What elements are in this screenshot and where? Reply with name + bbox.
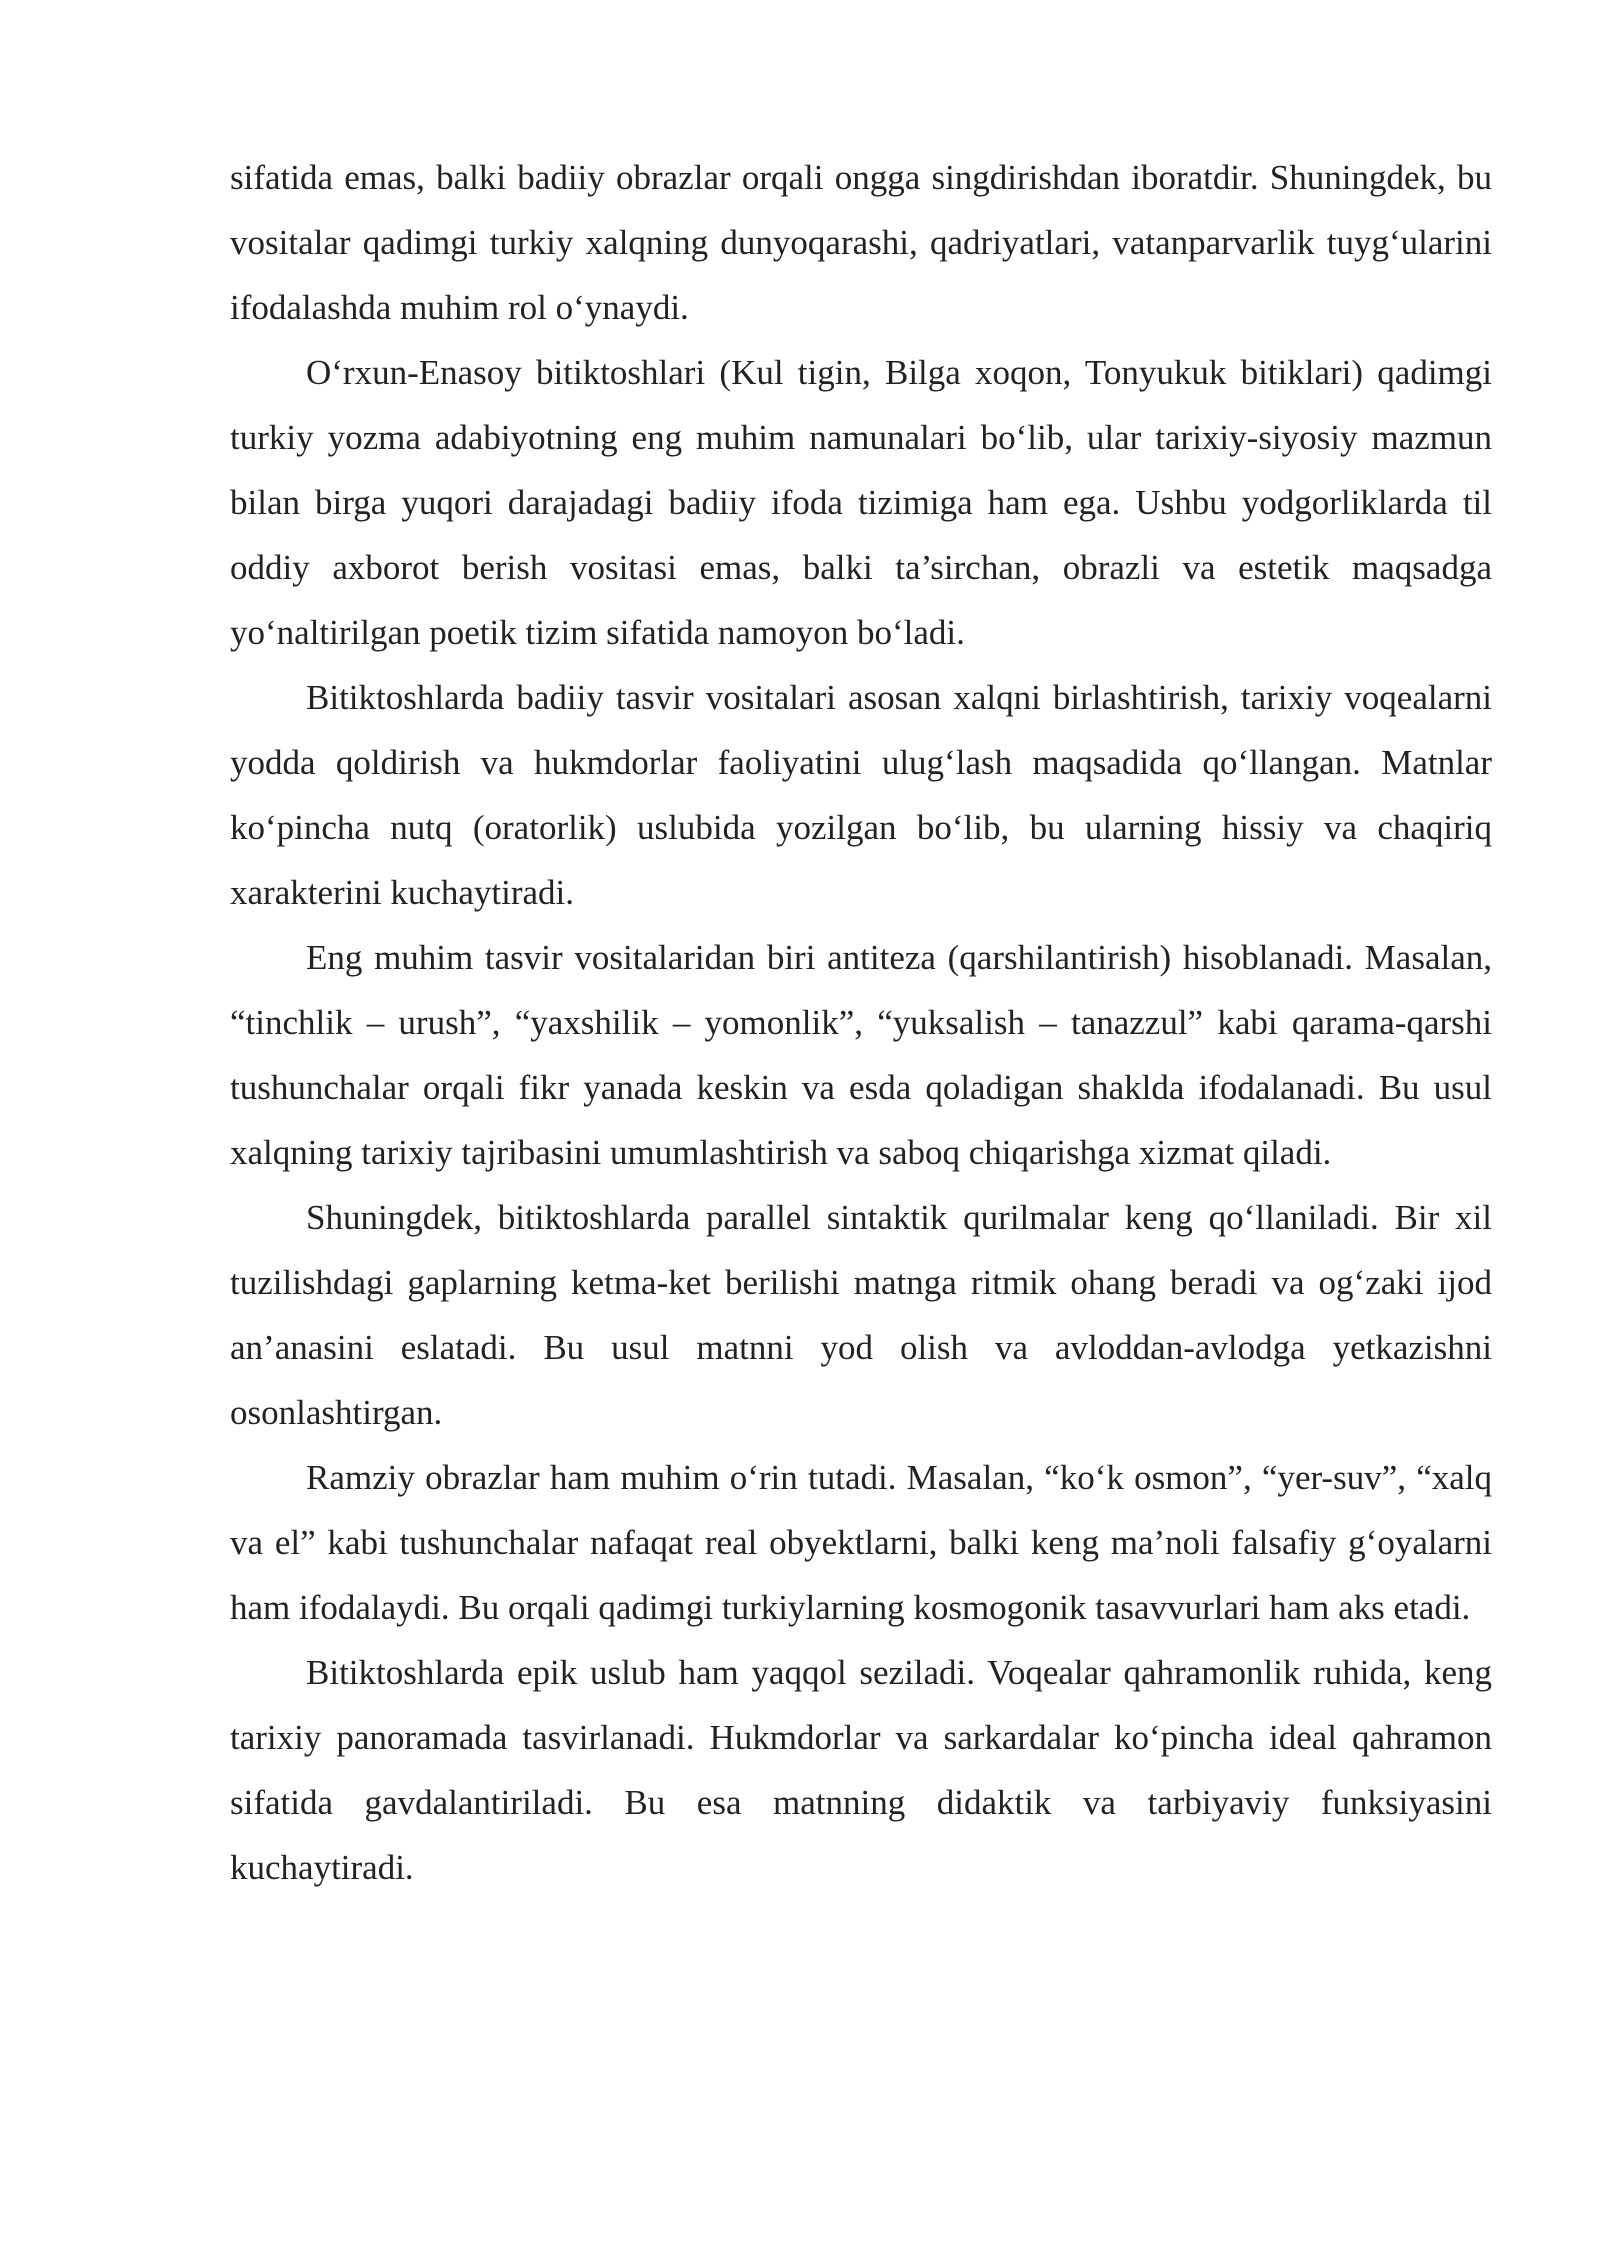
paragraph: O‘rxun-Enasoy bitiktoshlari (Kul tigin, Bilga xoqon, Tonyukuk bitiklari) qadimgi turkiy yozma adabiyotning eng muhim namunalari bo‘lib, ular tarixiy-siyosiy mazmun bilan birga yuqori darajadagi badiiy ifoda tizimiga ham ega. Ushbu yodgorliklarda til oddiy axborot berish vositasi emas, balki ta’sirchan, obrazli va estetik maqsadga yo‘naltirilgan poetik tizim sifatida namoyon bo‘ladi.: [230, 353, 1492, 652]
paragraph: Bitiktoshlarda badiiy tasvir vositalari asosan xalqni birlashtirish, tarixiy voqealarni yodda qoldirish va hukmdorlar faoliyatini ulug‘lash maqsadida qo‘llangan. Matnlar ko‘pincha nutq (oratorlik) uslubida yozilgan bo‘lib, bu ularning hissiy va chaqiriq xarakterini kuchaytiradi.: [230, 678, 1492, 912]
paragraph: sifatida emas, balki badiiy obrazlar orqali ongga singdirishdan iboratdir. Shuningdek, bu vositalar qadimgi turkiy xalqning dunyoqarashi, qadriyatlari, vatanparvarlik tuyg‘ularini ifodalashda muhim rol o‘ynaydi.: [230, 158, 1492, 327]
paragraph: Ramziy obrazlar ham muhim o‘rin tutadi. Masalan, “ko‘k osmon”, “yer-suv”, “xalq va el” kabi tushunchalar nafaqat real obyektlarni, balki keng ma’noli falsafiy g‘oyalarni ham ifodalaydi. Bu orqali qadimgi turkiylarning kosmogonik tasavvurlari ham aks etadi.: [230, 1458, 1492, 1627]
paragraph: Shuningdek, bitiktoshlarda parallel sintaktik qurilmalar keng qo‘llaniladi. Bir xil tuzilishdagi gaplarning ketma-ket berilishi matnga ritmik ohang beradi va og‘zaki ijod an’anasini eslatadi. Bu usul matnni yod olish va avloddan-avlodga yetkazishni osonlashtirgan.: [230, 1198, 1492, 1432]
document-body: [230, 145, 1492, 1900]
paragraph: Eng muhim tasvir vositalaridan biri antiteza (qarshilantirish) hisoblanadi. Masalan, “tinchlik – urush”, “yaxshilik – yomonlik”, “yuksalish – tanazzul” kabi qarama-qarshi tushunchalar orqali fikr yanada keskin va esda qoladigan shaklda ifodalanadi. Bu usul xalqning tarixiy tajribasini umumlashtirish va saboq chiqarishga xizmat qiladi.: [230, 938, 1492, 1172]
paragraph: Bitiktoshlarda epik uslub ham yaqqol seziladi. Voqealar qahramonlik ruhida, keng tarixiy panoramada tasvirlanadi. Hukmdorlar va sarkardalar ko‘pincha ideal qahramon sifatida gavdalantiriladi. Bu esa matnning didaktik va tarbiyaviy funksiyasini kuchaytiradi.: [230, 1653, 1492, 1887]
